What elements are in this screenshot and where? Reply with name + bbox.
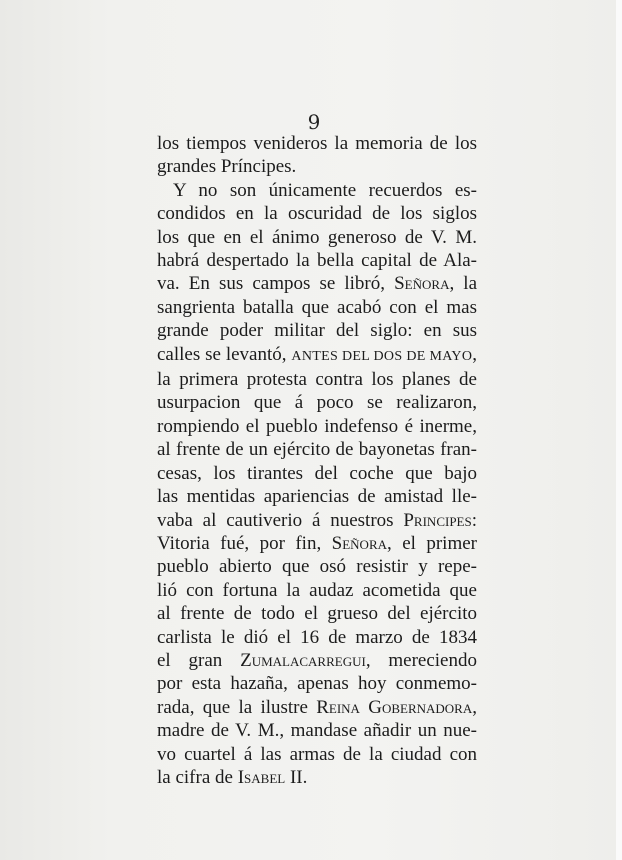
text-line: lió con fortuna la audaz acometida que	[157, 579, 477, 601]
text-line: los tiempos venideros la memoria de los	[157, 133, 477, 154]
small-caps-text: ANTES DEL DOS DE MAYO	[291, 348, 473, 364]
small-caps-text: Zumalacarregui	[240, 649, 366, 671]
text-line: vaba al cautiverio á nuestros Principes:	[157, 509, 477, 531]
text-line: vo cuartel á las armas de la ciudad con	[157, 743, 477, 765]
text-line: calles se levantó, ANTES DEL DOS DE MAYO,	[157, 343, 477, 365]
page-number: 9	[307, 110, 321, 134]
text-line: condidos en la oscuridad de los siglos	[157, 203, 477, 225]
text-line: habrá despertado la bella capital de Ala-	[157, 250, 477, 272]
text-line: al frente de un ejército de bayonetas fran-	[157, 439, 477, 461]
text-line: usurpacion que á poco se realizaron,	[157, 392, 477, 414]
text-line: sangrienta batalla que acabó con el mas	[157, 296, 477, 318]
text-line: la cifra de Isabel II.	[157, 766, 308, 788]
small-caps-text: Reina Gobernadora	[316, 696, 473, 718]
text-line: carlista le dió el 16 de marzo de 1834	[157, 626, 477, 648]
small-caps-text: Isabel II	[237, 766, 303, 788]
body-text	[157, 132, 477, 789]
text-line: el gran Zumalacarregui, mereciendo	[157, 649, 477, 671]
text-line: Vitoria fué, por fin, Señora, el primer	[157, 532, 477, 554]
small-caps-text: Principes	[403, 509, 472, 531]
text-line: al frente de todo el grueso del ejército	[157, 603, 477, 625]
text-line: por esta hazaña, apenas hoy conmemo-	[157, 673, 477, 695]
text-line: los que en el ánimo generoso de V. M.	[157, 226, 477, 248]
text-line: rompiendo el pueblo indefenso é inerme,	[157, 415, 477, 437]
text-line: grande poder militar del siglo: en sus	[157, 320, 477, 342]
small-caps-text: Señora	[394, 273, 450, 295]
text-line: rada, que la ilustre Reina Gobernadora,	[157, 696, 477, 718]
text-line: grandes Príncipes.	[157, 156, 297, 178]
text-line: Y no son únicamente recuerdos es-	[173, 179, 477, 201]
text-line: madre de V. M., mandase añadir un nue-	[157, 720, 477, 742]
text-line: va. En sus campos se libró, Señora, la	[157, 273, 478, 295]
text-line: las mentidas apariencias de amistad lle-	[157, 486, 477, 508]
text-line: pueblo abierto que osó resistir y repe-	[157, 556, 477, 578]
text-line: la primera protesta contra los planes de	[157, 369, 477, 391]
small-caps-text: Señora	[331, 532, 387, 554]
text-line: cesas, los tirantes del coche que bajo	[157, 462, 477, 484]
